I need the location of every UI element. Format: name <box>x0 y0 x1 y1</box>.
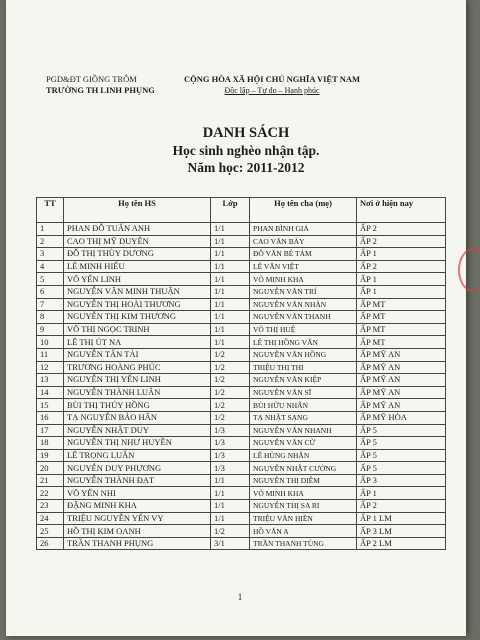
cell-student-name: VÕ YẾN LINH <box>64 273 211 286</box>
cell-student-name: ĐẶNG MINH KHA <box>64 500 211 513</box>
cell-parent-name: NGUYỄN VĂN HỒNG <box>250 348 357 361</box>
table-row <box>37 273 446 286</box>
cell-tt: 18 <box>37 437 64 450</box>
cell-class: 1/2 <box>211 374 250 387</box>
cell-residence: ẤP 1 <box>357 248 446 261</box>
motto: Độc lập – Tự do – Hạnh phúc <box>224 86 320 95</box>
cell-residence: ẤP MT <box>357 298 446 311</box>
cell-parent-name: LÊ VĂN VIỆT <box>250 260 357 273</box>
cell-residence: ẤP MỸ AN <box>357 348 446 361</box>
cell-parent-name: ĐỖ VĂN BÉ TÁM <box>250 248 357 261</box>
table-row <box>37 487 446 500</box>
cell-class: 1/1 <box>211 260 250 273</box>
cell-tt: 20 <box>37 462 64 475</box>
cell-tt: 1 <box>37 223 64 236</box>
table-row <box>37 399 446 412</box>
cell-class: 1/1 <box>211 285 250 298</box>
table-row <box>37 361 446 374</box>
cell-parent-name: NGUYỄN NHẬT CƯỜNG <box>250 462 357 475</box>
cell-class: 1/3 <box>211 462 250 475</box>
cell-tt: 14 <box>37 386 64 399</box>
school-name: TRƯỜNG TH LINH PHỤNG <box>46 85 155 95</box>
cell-tt: 2 <box>37 235 64 248</box>
cell-residence: ẤP MT <box>357 323 446 336</box>
cell-tt: 5 <box>37 273 64 286</box>
cell-parent-name: TẠ NHẬT SANG <box>250 411 357 424</box>
student-list-table <box>36 197 446 550</box>
cell-class: 1/2 <box>211 348 250 361</box>
cell-parent-name: NGUYỄN VĂN KIỆP <box>250 374 357 387</box>
table-row <box>37 235 446 248</box>
cell-residence: ẤP 5 <box>357 449 446 462</box>
cell-residence: ẤP MỸ AN <box>357 361 446 374</box>
header-class: Lớp <box>211 198 250 223</box>
cell-student-name: LÊ MINH HIẾU <box>64 260 211 273</box>
table-row <box>37 348 446 361</box>
cell-tt: 25 <box>37 525 64 538</box>
cell-parent-name: NGUYỄN VĂN TRÍ <box>250 285 357 298</box>
department-name: PGD&ĐT GIỒNG TRÔM <box>46 74 137 84</box>
cell-tt: 15 <box>37 399 64 412</box>
table-row <box>37 437 446 450</box>
table-row <box>37 336 446 349</box>
table-row <box>37 474 446 487</box>
title-line-1: DANH SÁCH <box>202 125 290 141</box>
document-title <box>6 124 480 176</box>
cell-class: 3/1 <box>211 537 250 550</box>
national-header <box>172 74 372 96</box>
cell-class: 1/2 <box>211 411 250 424</box>
cell-parent-name: NGUYỄN VĂN NHANH <box>250 424 357 437</box>
red-stamp <box>458 248 480 292</box>
cell-residence: ẤP MT <box>357 311 446 324</box>
cell-parent-name: TRẦN THANH TÙNG <box>250 537 357 550</box>
cell-residence: ẤP 2 <box>357 235 446 248</box>
header-student-name: Họ tên HS <box>64 198 211 223</box>
cell-student-name: NGUYỄN VĂN MINH THUẬN <box>64 285 211 298</box>
cell-student-name: TRẦN THANH PHỤNG <box>64 537 211 550</box>
cell-student-name: VÕ THỊ NGỌC TRINH <box>64 323 211 336</box>
cell-parent-name: NGUYỄN THỊ DIỄM <box>250 474 357 487</box>
table-row <box>37 424 446 437</box>
cell-tt: 3 <box>37 248 64 261</box>
cell-parent-name: NGUYỄN VĂN CỪ <box>250 437 357 450</box>
cell-class: 1/1 <box>211 248 250 261</box>
table-row <box>37 323 446 336</box>
cell-residence: ẤP 1 <box>357 487 446 500</box>
table-row <box>37 512 446 525</box>
cell-residence: ẤP MỸ HÒA <box>357 411 446 424</box>
cell-residence: ẤP 5 <box>357 437 446 450</box>
cell-class: 1/1 <box>211 474 250 487</box>
cell-parent-name: NGUYỄN VĂN SĨ <box>250 386 357 399</box>
table-header-row <box>37 198 446 223</box>
cell-residence: ẤP 5 <box>357 462 446 475</box>
header-tt: TT <box>37 198 64 223</box>
cell-student-name: PHAN ĐỖ TUẤN ANH <box>64 223 211 236</box>
cell-class: 1/1 <box>211 311 250 324</box>
cell-parent-name: BÙI HỮU NHÂN <box>250 399 357 412</box>
table-row <box>37 449 446 462</box>
cell-parent-name: NGUYỄN VĂN NHÀN <box>250 298 357 311</box>
table-row <box>37 260 446 273</box>
cell-student-name: ĐỖ THỊ THÙY DƯƠNG <box>64 248 211 261</box>
cell-tt: 13 <box>37 374 64 387</box>
cell-student-name: CAO THỊ MỸ DUYÊN <box>64 235 211 248</box>
cell-residence: ẤP 2 <box>357 500 446 513</box>
cell-residence: ẤP 1 <box>357 285 446 298</box>
cell-tt: 23 <box>37 500 64 513</box>
cell-student-name: NGUYỄN THỊ HOÀI THƯƠNG <box>64 298 211 311</box>
cell-class: 1/1 <box>211 500 250 513</box>
cell-class: 1/1 <box>211 487 250 500</box>
cell-tt: 19 <box>37 449 64 462</box>
header-residence: Nơi ở hiện nay <box>357 198 446 223</box>
cell-residence: ẤP MT <box>357 336 446 349</box>
school-header <box>46 74 155 96</box>
cell-residence: ẤP 2 <box>357 223 446 236</box>
cell-residence: ẤP MỸ AN <box>357 374 446 387</box>
cell-parent-name: LÊ THỊ HỒNG VÂN <box>250 336 357 349</box>
cell-tt: 9 <box>37 323 64 336</box>
cell-residence: ẤP 3 LM <box>357 525 446 538</box>
cell-residence: ẤP 2 <box>357 260 446 273</box>
table-row <box>37 411 446 424</box>
table-row <box>37 525 446 538</box>
cell-student-name: NGUYỄN TẤN TÀI <box>64 348 211 361</box>
page-number: 1 <box>237 592 243 602</box>
table-row <box>37 386 446 399</box>
cell-residence: ẤP 1 <box>357 273 446 286</box>
cell-class: 1/2 <box>211 386 250 399</box>
cell-class: 1/3 <box>211 424 250 437</box>
cell-parent-name: CAO VĂN BẢY <box>250 235 357 248</box>
table-row <box>37 223 446 236</box>
cell-tt: 17 <box>37 424 64 437</box>
table-row <box>37 462 446 475</box>
cell-class: 1/3 <box>211 449 250 462</box>
cell-parent-name: VÕ MINH KHA <box>250 273 357 286</box>
cell-residence: ẤP 3 <box>357 474 446 487</box>
cell-residence: ẤP 2 LM <box>357 537 446 550</box>
cell-class: 1/1 <box>211 336 250 349</box>
cell-student-name: NGUYỄN THÀNH LUÂN <box>64 386 211 399</box>
cell-student-name: NGUYỄN NHẬT DUY <box>64 424 211 437</box>
title-line-3: Năm học: 2011-2012 <box>187 160 305 175</box>
cell-student-name: TRƯƠNG HOÀNG PHÚC <box>64 361 211 374</box>
cell-class: 1/1 <box>211 235 250 248</box>
cell-tt: 7 <box>37 298 64 311</box>
cell-tt: 12 <box>37 361 64 374</box>
cell-tt: 22 <box>37 487 64 500</box>
cell-class: 1/1 <box>211 273 250 286</box>
cell-residence: ẤP MỸ AN <box>357 399 446 412</box>
header-parent-name: Họ tên cha (mẹ) <box>250 198 357 223</box>
cell-residence: ẤP 5 <box>357 424 446 437</box>
cell-tt: 16 <box>37 411 64 424</box>
cell-tt: 6 <box>37 285 64 298</box>
cell-student-name: TẠ NGUYỄN BẢO HÂN <box>64 411 211 424</box>
cell-residence: ẤP MỸ AN <box>357 386 446 399</box>
cell-student-name: NGUYỄN THÀNH ĐẠT <box>64 474 211 487</box>
cell-student-name: NGUYỄN THỊ YẾN LINH <box>64 374 211 387</box>
table-row <box>37 374 446 387</box>
cell-parent-name: VÕ THỊ HUỆ <box>250 323 357 336</box>
cell-tt: 11 <box>37 348 64 361</box>
cell-parent-name: NGUYỄN THỊ SA RI <box>250 500 357 513</box>
cell-parent-name: HỒ VĂN A <box>250 525 357 538</box>
cell-parent-name: PHAN BÌNH GIẢ <box>250 223 357 236</box>
cell-tt: 26 <box>37 537 64 550</box>
cell-student-name: BÙI THỊ THÚY HỒNG <box>64 399 211 412</box>
cell-parent-name: LÊ HÙNG NHÂN <box>250 449 357 462</box>
cell-tt: 24 <box>37 512 64 525</box>
cell-tt: 4 <box>37 260 64 273</box>
cell-residence: ẤP 1 LM <box>357 512 446 525</box>
cell-class: 1/1 <box>211 298 250 311</box>
table-row <box>37 311 446 324</box>
table-row <box>37 298 446 311</box>
cell-parent-name: NGUYỄN VĂN THANH <box>250 311 357 324</box>
cell-class: 1/2 <box>211 525 250 538</box>
table-row <box>37 248 446 261</box>
table-row <box>37 537 446 550</box>
table-row <box>37 285 446 298</box>
cell-student-name: TRIỆU NGUYỄN YẾN VY <box>64 512 211 525</box>
cell-student-name: NGUYỄN THỊ KIM THƯƠNG <box>64 311 211 324</box>
cell-class: 1/2 <box>211 361 250 374</box>
cell-class: 1/1 <box>211 223 250 236</box>
cell-tt: 10 <box>37 336 64 349</box>
country-name: CỘNG HÒA XÃ HỘI CHỦ NGHĨA VIỆT NAM <box>183 74 361 84</box>
cell-tt: 8 <box>37 311 64 324</box>
cell-student-name: HỒ THỊ KIM OANH <box>64 525 211 538</box>
cell-class: 1/1 <box>211 323 250 336</box>
cell-student-name: NGUYỄN THỊ NHƯ HUYỀN <box>64 437 211 450</box>
cell-parent-name: TRIỆU THỊ THI <box>250 361 357 374</box>
cell-class: 1/1 <box>211 512 250 525</box>
cell-tt: 21 <box>37 474 64 487</box>
cell-class: 1/3 <box>211 437 250 450</box>
cell-parent-name: TRIỆU VĂN HIỀN <box>250 512 357 525</box>
cell-student-name: NGUYỄN DUY PHƯƠNG <box>64 462 211 475</box>
title-line-2: Học sinh nghèo nhận tập. <box>172 143 320 158</box>
cell-student-name: LÊ THỊ ÚT NA <box>64 336 211 349</box>
table-row <box>37 500 446 513</box>
cell-student-name: VÕ YẾN NHI <box>64 487 211 500</box>
cell-parent-name: VÕ MINH KHA <box>250 487 357 500</box>
cell-student-name: LÊ TRỌNG LUÂN <box>64 449 211 462</box>
cell-class: 1/2 <box>211 399 250 412</box>
